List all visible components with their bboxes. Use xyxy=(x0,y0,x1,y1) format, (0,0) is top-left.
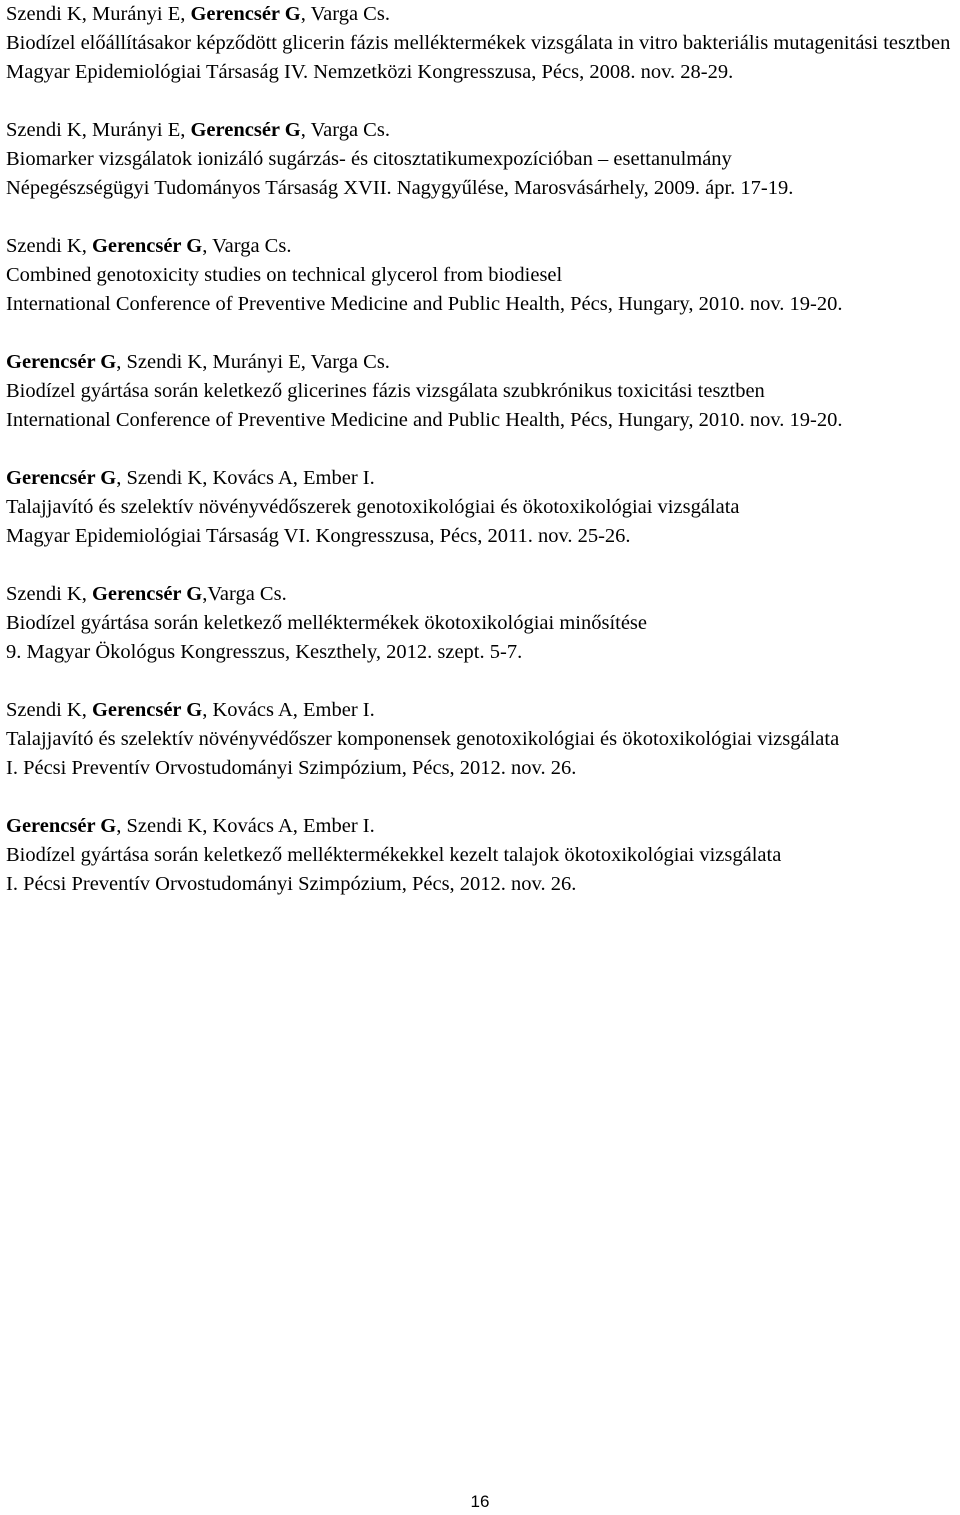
entry-authors: Szendi K, Murányi E, Gerencsér G, Varga Cs. xyxy=(6,119,390,141)
publication-list xyxy=(6,0,958,928)
entry-authors: Gerencsér G, Szendi K, Kovács A, Ember I. xyxy=(6,467,375,489)
entry-venue: 9. Magyar Ökológus Kongresszus, Keszthely, 2012. szept. 5-7. xyxy=(6,641,523,663)
entry-title: Biodízel előállításakor képződött glicerin fázis melléktermékek vizsgálata in vitro bakteriális mutagenitási tesztben xyxy=(6,32,951,54)
entry-title: Talajjavító és szelektív növényvédőszer komponensek genotoxikológiai és ökotoxikológiai vizsgálata xyxy=(6,728,840,750)
entry-authors: Szendi K, Murányi E, Gerencsér G, Varga Cs. xyxy=(6,3,390,25)
entry-venue: International Conference of Preventive Medicine and Public Health, Pécs, Hungary, 2010. nov. 19-20. xyxy=(6,409,843,431)
entry-title: Biodízel gyártása során keletkező melléktermékek ökotoxikológiai minősítése xyxy=(6,612,648,634)
entry-title: Combined genotoxicity studies on technical glycerol from biodiesel xyxy=(6,264,563,286)
publication-entry xyxy=(6,348,958,435)
entry-venue: I. Pécsi Preventív Orvostudományi Szimpózium, Pécs, 2012. nov. 26. xyxy=(6,757,577,779)
entry-title: Biodízel gyártása során keletkező melléktermékekkel kezelt talajok ökotoxikológiai vizsgálata xyxy=(6,844,782,866)
entry-authors: Gerencsér G, Szendi K, Kovács A, Ember I. xyxy=(6,815,375,837)
publication-entry xyxy=(6,580,958,667)
publication-entry xyxy=(6,232,958,319)
entry-authors: Szendi K, Gerencsér G, Varga Cs. xyxy=(6,235,292,257)
entry-venue: Magyar Epidemiológiai Társaság IV. Nemzetközi Kongresszusa, Pécs, 2008. nov. 28-29. xyxy=(6,61,734,83)
publication-entry xyxy=(6,812,958,899)
entry-title: Biodízel gyártása során keletkező glicerines fázis vizsgálata szubkrónikus toxicitási tesztben xyxy=(6,380,765,402)
publication-entry xyxy=(6,696,958,783)
publication-entry xyxy=(6,0,958,87)
publication-entry xyxy=(6,464,958,551)
entry-venue: Magyar Epidemiológiai Társaság VI. Kongresszusa, Pécs, 2011. nov. 25-26. xyxy=(6,525,631,547)
entry-title: Talajjavító és szelektív növényvédőszerek genotoxikológiai és ökotoxikológiai vizsgálata xyxy=(6,496,740,518)
entry-venue: International Conference of Preventive Medicine and Public Health, Pécs, Hungary, 2010. nov. 19-20. xyxy=(6,293,843,315)
entry-authors: Gerencsér G, Szendi K, Murányi E, Varga Cs. xyxy=(6,351,390,373)
page-number: 16 xyxy=(470,1492,490,1511)
entry-venue: I. Pécsi Preventív Orvostudományi Szimpózium, Pécs, 2012. nov. 26. xyxy=(6,873,577,895)
entry-venue: Népegészségügyi Tudományos Társaság XVII. Nagygyűlése, Marosvásárhely, 2009. ápr. 17-19. xyxy=(6,177,794,199)
publication-entry xyxy=(6,116,958,203)
entry-authors: Szendi K, Gerencsér G,Varga Cs. xyxy=(6,583,287,605)
entry-title: Biomarker vizsgálatok ionizáló sugárzás- és citosztatikumexpozícióban – esettanulmány xyxy=(6,148,732,170)
entry-authors: Szendi K, Gerencsér G, Kovács A, Ember I. xyxy=(6,699,375,721)
